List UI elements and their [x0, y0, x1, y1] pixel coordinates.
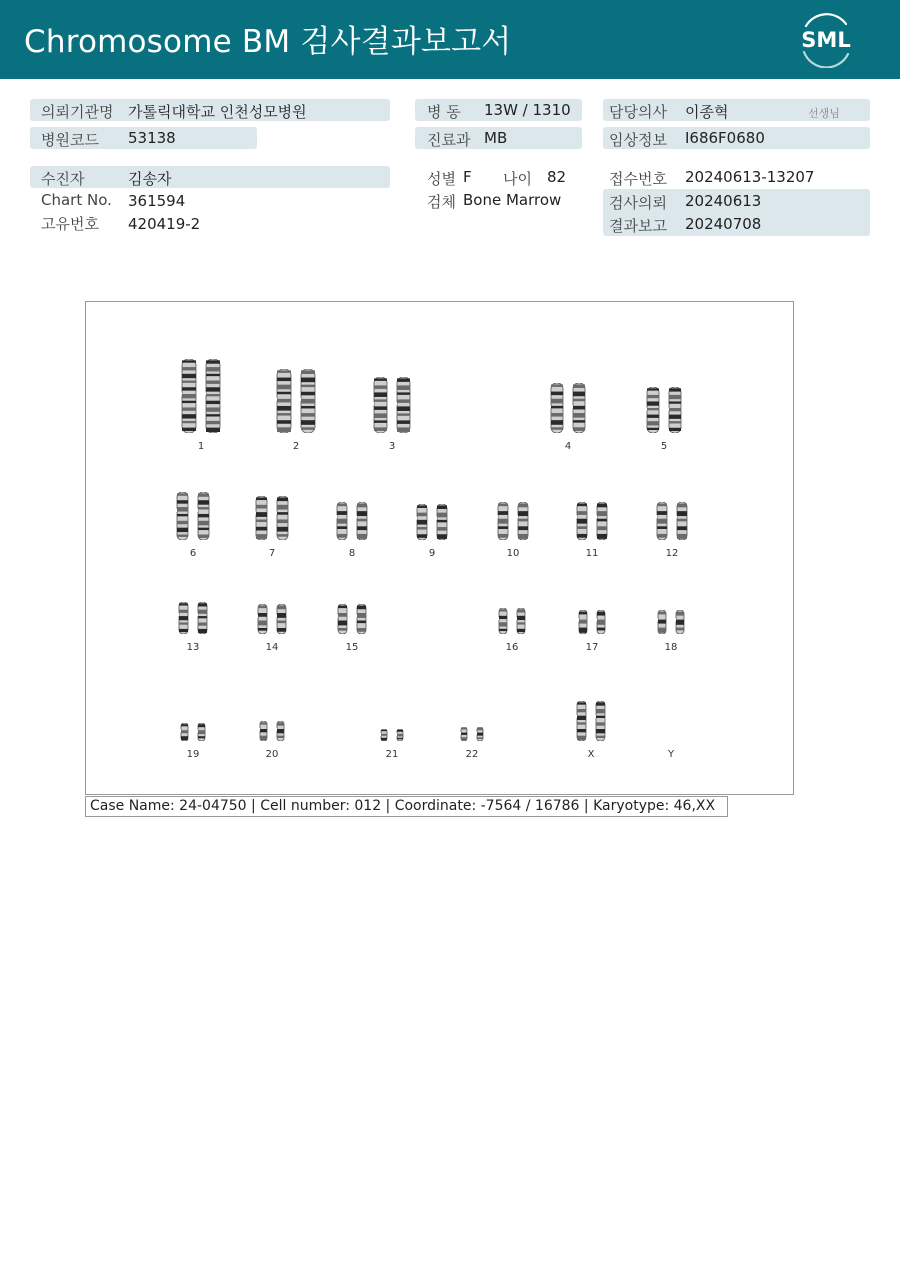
- chromosome-label-16: 16: [505, 642, 519, 653]
- ward-label: 병 동: [427, 103, 461, 121]
- institution-value: 가톨릭대학교 인천성모병원: [128, 103, 307, 121]
- chromosome-label-20: 20: [265, 749, 279, 760]
- specimen-value: Bone Marrow: [463, 191, 562, 209]
- reception-label: 접수번호: [609, 170, 667, 188]
- age-value: 82: [547, 168, 567, 186]
- reception-value: 20240613-13207: [685, 168, 815, 186]
- doctor-suffix: 선생님: [808, 107, 840, 120]
- chromosome-pair-17: [577, 610, 607, 634]
- chromosome-label-9: 9: [428, 548, 436, 559]
- chart-label: Chart No.: [41, 191, 112, 209]
- unique-label: 고유번호: [41, 215, 99, 233]
- chromosome-label-15: 15: [345, 642, 359, 653]
- hospital-code-value: 53138: [128, 129, 176, 147]
- dept-label: 진료과: [427, 131, 471, 149]
- chromosome-label-13: 13: [186, 642, 200, 653]
- chromosome-pair-X: [575, 701, 607, 741]
- doctor-label: 담당의사: [609, 103, 667, 121]
- dept-value: MB: [484, 129, 508, 147]
- chromosome-pair-12: [655, 502, 689, 540]
- chromosome-label-Y: Y: [667, 749, 675, 760]
- patient-label: 수진자: [41, 170, 85, 188]
- chromosome-pair-15: [336, 604, 368, 634]
- chromosome-pair-9: [415, 504, 449, 540]
- chromosome-label-19: 19: [186, 749, 200, 760]
- chromosome-label-17: 17: [585, 642, 599, 653]
- chromosome-pair-22: [459, 727, 485, 741]
- chromosome-pair-10: [496, 502, 530, 540]
- chromosome-pair-5: [645, 387, 683, 433]
- institution-label: 의뢰기관명: [41, 103, 114, 121]
- chromosome-label-3: 3: [388, 441, 396, 452]
- chromosome-pair-6: [175, 492, 211, 540]
- chromosome-label-8: 8: [348, 548, 356, 559]
- chromosome-pair-3: [372, 377, 412, 433]
- chromosome-pair-7: [254, 496, 290, 540]
- chart-value: 361594: [128, 192, 186, 210]
- chromosome-pair-2: [275, 369, 317, 433]
- chromosome-label-2: 2: [292, 441, 300, 452]
- chromosome-pair-14: [256, 604, 288, 634]
- sex-label: 성별: [427, 170, 456, 188]
- karyogram-caption: Case Name: 24-04750 | Cell number: 012 | Coordinate: -7564 / 16786 | Karyotype: 46,XX: [85, 796, 728, 817]
- chromosome-pair-20: [258, 721, 286, 741]
- unique-value: 420419-2: [128, 215, 201, 233]
- clinical-value: I686F0680: [685, 129, 765, 147]
- chromosome-label-14: 14: [265, 642, 279, 653]
- chromosome-label-22: 22: [465, 749, 479, 760]
- report-header: [0, 0, 900, 79]
- patient-value: 김송자: [128, 170, 172, 188]
- chromosome-label-21: 21: [385, 749, 399, 760]
- chromosome-pair-21: [379, 729, 405, 741]
- chromosome-pair-16: [497, 608, 527, 634]
- chromosome-pair-8: [335, 502, 369, 540]
- clinical-label: 임상정보: [609, 131, 667, 149]
- specimen-label: 검체: [427, 193, 456, 211]
- chromosome-pair-13: [177, 602, 209, 634]
- chromosome-pair-1: [180, 359, 222, 433]
- chromosome-label-5: 5: [660, 441, 668, 452]
- logo-text: SML: [801, 28, 851, 52]
- hospital-code-label: 병원코드: [41, 131, 99, 149]
- chromosome-label-18: 18: [664, 642, 678, 653]
- chromosome-label-1: 1: [197, 441, 205, 452]
- chromosome-pair-4: [549, 383, 587, 433]
- chromosome-label-10: 10: [506, 548, 520, 559]
- chromosome-label-7: 7: [268, 548, 276, 559]
- karyogram-image: [85, 301, 794, 795]
- request-value: 20240613: [685, 192, 762, 210]
- request-label: 검사의뢰: [609, 194, 667, 212]
- chromosome-pair-11: [575, 502, 609, 540]
- sex-value: F: [463, 168, 472, 186]
- report-label: 결과보고: [609, 217, 667, 235]
- chromosome-label-X: X: [587, 749, 595, 760]
- report-title: Chromosome BM 검사결과보고서: [24, 24, 512, 60]
- ward-value: 13W / 1310: [484, 101, 571, 119]
- doctor-value: 이종혁: [685, 103, 729, 121]
- report-value: 20240708: [685, 215, 762, 233]
- chromosome-label-12: 12: [665, 548, 679, 559]
- age-label: 나이: [503, 170, 532, 188]
- chromosome-label-6: 6: [189, 548, 197, 559]
- sml-logo: [796, 12, 856, 68]
- chromosome-pair-19: [179, 723, 207, 741]
- chromosome-pair-18: [656, 610, 686, 634]
- chromosome-label-11: 11: [585, 548, 599, 559]
- chromosome-label-4: 4: [564, 441, 572, 452]
